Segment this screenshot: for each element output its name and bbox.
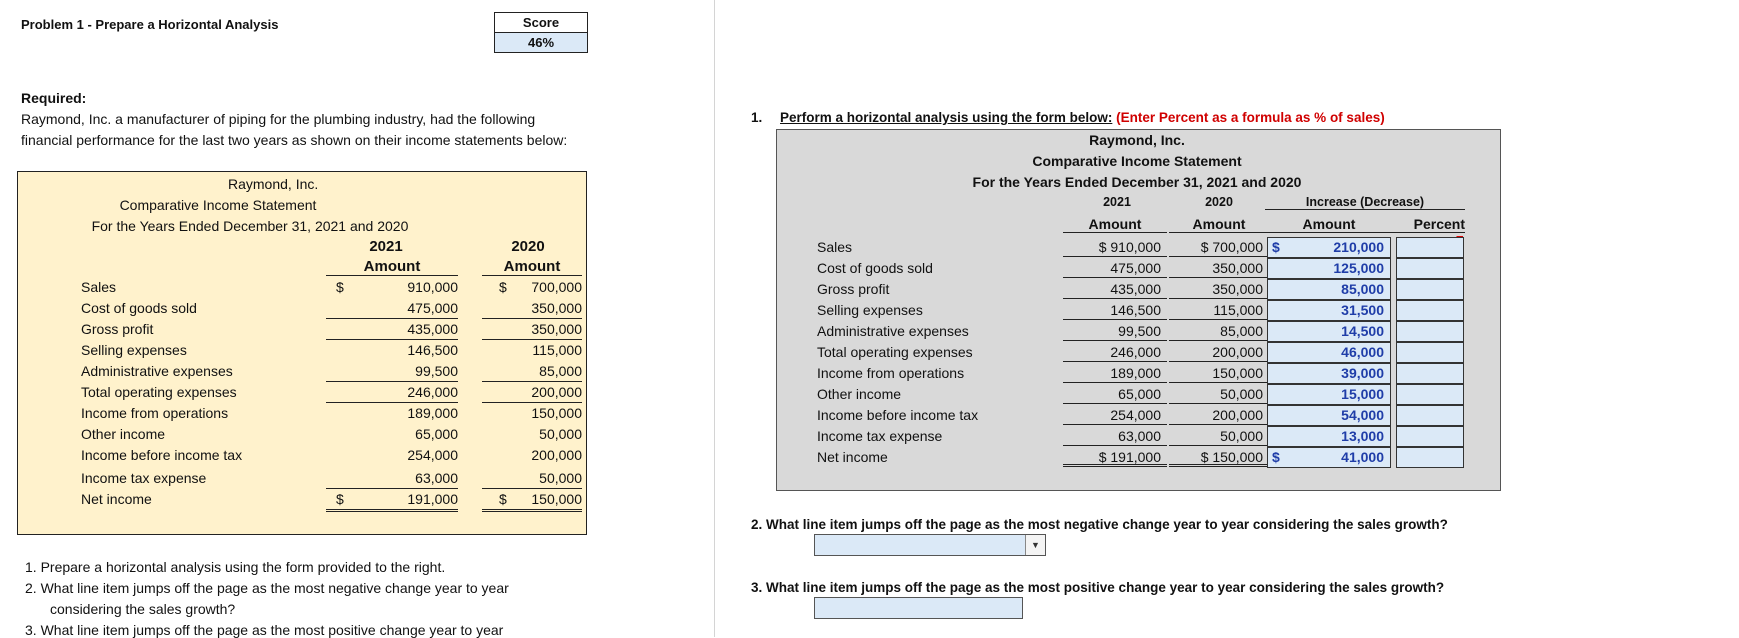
form-company: Raymond, Inc. [1089, 132, 1185, 148]
statement-value-2020: 350,000 [482, 319, 582, 340]
form-value-2021: $ 910,000 [1063, 237, 1167, 257]
percent-input-cell[interactable] [1396, 405, 1464, 426]
q2-text: 2. What line item jumps off the page as the most negative change year to year considering the sales growth? [751, 517, 1448, 532]
statement-value-2021: 189,000 [407, 405, 458, 421]
statement-row-label: Gross profit [81, 321, 154, 337]
instruction-1: 1. Prepare a horizontal analysis using the form provided to the right. [25, 559, 446, 575]
change-amount-cell[interactable] [1267, 300, 1391, 321]
change-amount-cell[interactable] [1267, 426, 1391, 447]
statement-value-2020: 150,000 [531, 405, 582, 421]
statement-row-label: Income tax expense [81, 470, 207, 486]
form-row-label: Sales [817, 239, 853, 255]
statement-value-2021: 63,000 [326, 468, 458, 489]
change-amount-value: 13,000 [1341, 428, 1384, 444]
form-row-label: Other income [817, 386, 902, 402]
given-income-statement [17, 171, 587, 535]
col-amount-2020: Amount [482, 258, 582, 276]
problem-title: Problem 1 - Prepare a Horizontal Analysis [21, 17, 279, 32]
percent-input-cell[interactable] [1396, 258, 1464, 279]
change-amount-cell[interactable] [1267, 321, 1391, 342]
form-amount-change: Amount [1267, 216, 1391, 233]
change-amount-cell[interactable] [1267, 279, 1391, 300]
form-row-label: Income from operations [817, 365, 965, 381]
form-value-2020: 50,000 [1169, 426, 1269, 446]
statement-value-2021: 475,000 [326, 298, 458, 319]
intro-line-2: financial performance for the last two years as shown on their income statements below: [21, 132, 568, 148]
statement-company: Raymond, Inc. [228, 176, 319, 192]
form-row-label: Income before income tax [817, 407, 979, 423]
instruction-3: 3. What line item jumps off the page as the most positive change year to year [25, 622, 504, 638]
change-amount-value: 54,000 [1341, 407, 1384, 423]
percent-input-cell[interactable] [1396, 342, 1464, 363]
form-value-2020: 150,000 [1169, 363, 1269, 383]
q1-heading [751, 110, 1385, 125]
change-amount-value: 31,500 [1341, 302, 1384, 318]
statement-value-2020: 200,000 [482, 382, 582, 403]
statement-row-label: Total operating expenses [81, 384, 237, 400]
statement-row-label: Income from operations [81, 405, 229, 421]
intro-line-1: Raymond, Inc. a manufacturer of piping for the plumbing industry, had the following [21, 111, 536, 127]
q1-text: Perform a horizontal analysis using the form below: [780, 110, 1113, 125]
col-year-2020: 2020 [511, 238, 545, 255]
form-value-2020: $ 700,000 [1169, 237, 1269, 257]
form-col-2021: 2021 [1103, 195, 1131, 209]
q1-note: (Enter Percent as a formula as % of sales) [1116, 110, 1385, 125]
form-value-2020: 50,000 [1169, 384, 1269, 404]
form-value-2021: 146,500 [1063, 300, 1167, 320]
q3-text: 3. What line item jumps off the page as the most positive change year to year considering the sales growth? [751, 580, 1445, 595]
percent-input-cell[interactable] [1396, 447, 1464, 468]
percent-input-cell[interactable] [1396, 300, 1464, 321]
form-value-2021: 99,500 [1063, 321, 1167, 341]
change-amount-value: 39,000 [1341, 365, 1384, 381]
currency-symbol: $ [499, 279, 507, 295]
form-value-2020: $ 150,000 [1169, 447, 1269, 467]
change-amount-cell[interactable] [1267, 384, 1391, 405]
statement-value-2021: 910,000 [407, 279, 458, 295]
change-amount-value: 14,500 [1341, 323, 1384, 339]
form-row-label: Gross profit [817, 281, 890, 297]
statement-row-label: Sales [81, 279, 117, 295]
statement-value-2021: 254,000 [407, 447, 458, 463]
statement-row-label: Cost of goods sold [81, 300, 197, 316]
statement-value-2021: 146,500 [407, 342, 458, 358]
percent-input-cell[interactable] [1396, 426, 1464, 447]
form-value-2020: 115,000 [1169, 300, 1269, 320]
percent-input-cell[interactable] [1396, 384, 1464, 405]
change-amount-value: 210,000 [1333, 239, 1384, 255]
statement-value-2020: 50,000 [539, 426, 582, 442]
change-amount-value: 85,000 [1341, 281, 1384, 297]
form-value-2021: 246,000 [1063, 342, 1167, 362]
form-value-2021: 254,000 [1063, 405, 1167, 425]
change-amount-cell[interactable] [1267, 342, 1391, 363]
statement-value-2021: 99,500 [326, 361, 458, 382]
statement-value-2020: 700,000 [531, 279, 582, 295]
form-row-label: Selling expenses [817, 302, 923, 318]
q2-answer-dropdown[interactable] [814, 534, 1046, 556]
currency-symbol: $ [336, 279, 344, 295]
form-value-2020: 350,000 [1169, 279, 1269, 299]
currency-symbol: $ [499, 491, 507, 507]
statement-row-label: Other income [81, 426, 166, 442]
form-value-2021: $ 191,000 [1063, 447, 1167, 467]
statement-value-2020: 50,000 [482, 468, 582, 489]
statement-value-2020: 85,000 [482, 361, 582, 382]
form-value-2021: 475,000 [1063, 258, 1167, 278]
statement-period: For the Years Ended December 31, 2021 and 2020 [91, 218, 409, 234]
change-amount-cell[interactable] [1267, 258, 1391, 279]
instruction-2-cont: considering the sales growth? [50, 601, 236, 617]
currency-symbol: $ [1272, 449, 1280, 465]
form-value-2021: 189,000 [1063, 363, 1167, 383]
percent-input-cell[interactable] [1396, 237, 1464, 258]
change-amount-value: 46,000 [1341, 344, 1384, 360]
q1-number: 1. [751, 110, 763, 125]
score-box [494, 12, 588, 53]
percent-input-cell[interactable] [1396, 363, 1464, 384]
statement-row-label: Income before income tax [81, 447, 243, 463]
form-col-2020: 2020 [1205, 195, 1233, 209]
statement-row-label: Selling expenses [81, 342, 187, 358]
col-amount-2021: Amount [326, 258, 458, 276]
statement-row-label: Administrative expenses [81, 363, 233, 379]
col-year-2021: 2021 [369, 238, 403, 255]
statement-value-2021: 191,000 [326, 489, 458, 512]
change-amount-cell[interactable] [1267, 363, 1391, 384]
horizontal-analysis-form [776, 129, 1501, 491]
statement-value-2020: 200,000 [531, 447, 582, 463]
form-row-label: Administrative expenses [817, 323, 969, 339]
change-amount-value: 125,000 [1333, 260, 1384, 276]
form-value-2020: 85,000 [1169, 321, 1269, 341]
statement-title: Comparative Income Statement [119, 197, 317, 213]
chevron-down-icon[interactable]: ▼ [1025, 535, 1045, 555]
form-value-2020: 200,000 [1169, 342, 1269, 362]
statement-value-2021: 246,000 [326, 382, 458, 403]
form-amount-2020: Amount [1169, 216, 1269, 233]
form-value-2020: 200,000 [1169, 405, 1269, 425]
form-period: For the Years Ended December 31, 2021 and 2020 [972, 174, 1302, 190]
change-amount-value: 15,000 [1341, 386, 1384, 402]
percent-input-cell[interactable] [1396, 321, 1464, 342]
statement-value-2020: 150,000 [482, 489, 582, 512]
required-label: Required: [21, 90, 87, 106]
change-amount-cell[interactable] [1267, 237, 1391, 258]
currency-symbol: $ [1272, 239, 1280, 255]
percent-input-cell[interactable] [1396, 279, 1464, 300]
change-amount-cell[interactable] [1267, 405, 1391, 426]
form-row-label: Total operating expenses [817, 344, 973, 360]
form-value-2021: 63,000 [1063, 426, 1167, 446]
statement-value-2021: 435,000 [326, 319, 458, 340]
form-row-label: Cost of goods sold [817, 260, 933, 276]
form-title: Comparative Income Statement [1032, 153, 1242, 169]
change-amount-value: 41,000 [1341, 449, 1384, 465]
currency-symbol: $ [336, 491, 344, 507]
q3-answer-field[interactable] [814, 597, 1023, 619]
instruction-2: 2. What line item jumps off the page as the most negative change year to year [25, 580, 509, 596]
statement-row-label: Net income [81, 491, 152, 507]
form-value-2021: 435,000 [1063, 279, 1167, 299]
form-col-increase: Increase (Decrease) [1265, 195, 1465, 210]
form-row-label: Net income [817, 449, 888, 465]
change-amount-cell[interactable] [1267, 447, 1391, 468]
form-value-2020: 350,000 [1169, 258, 1269, 278]
score-value: 46% [495, 32, 587, 52]
form-percent: Percent [1391, 216, 1465, 233]
pane-divider [714, 0, 715, 637]
form-value-2021: 65,000 [1063, 384, 1167, 404]
statement-value-2020: 115,000 [532, 342, 582, 358]
statement-value-2021: 65,000 [415, 426, 458, 442]
form-row-label: Income tax expense [817, 428, 943, 444]
form-amount-2021: Amount [1063, 216, 1167, 233]
score-label: Score [522, 15, 560, 30]
statement-value-2020: 350,000 [482, 298, 582, 319]
